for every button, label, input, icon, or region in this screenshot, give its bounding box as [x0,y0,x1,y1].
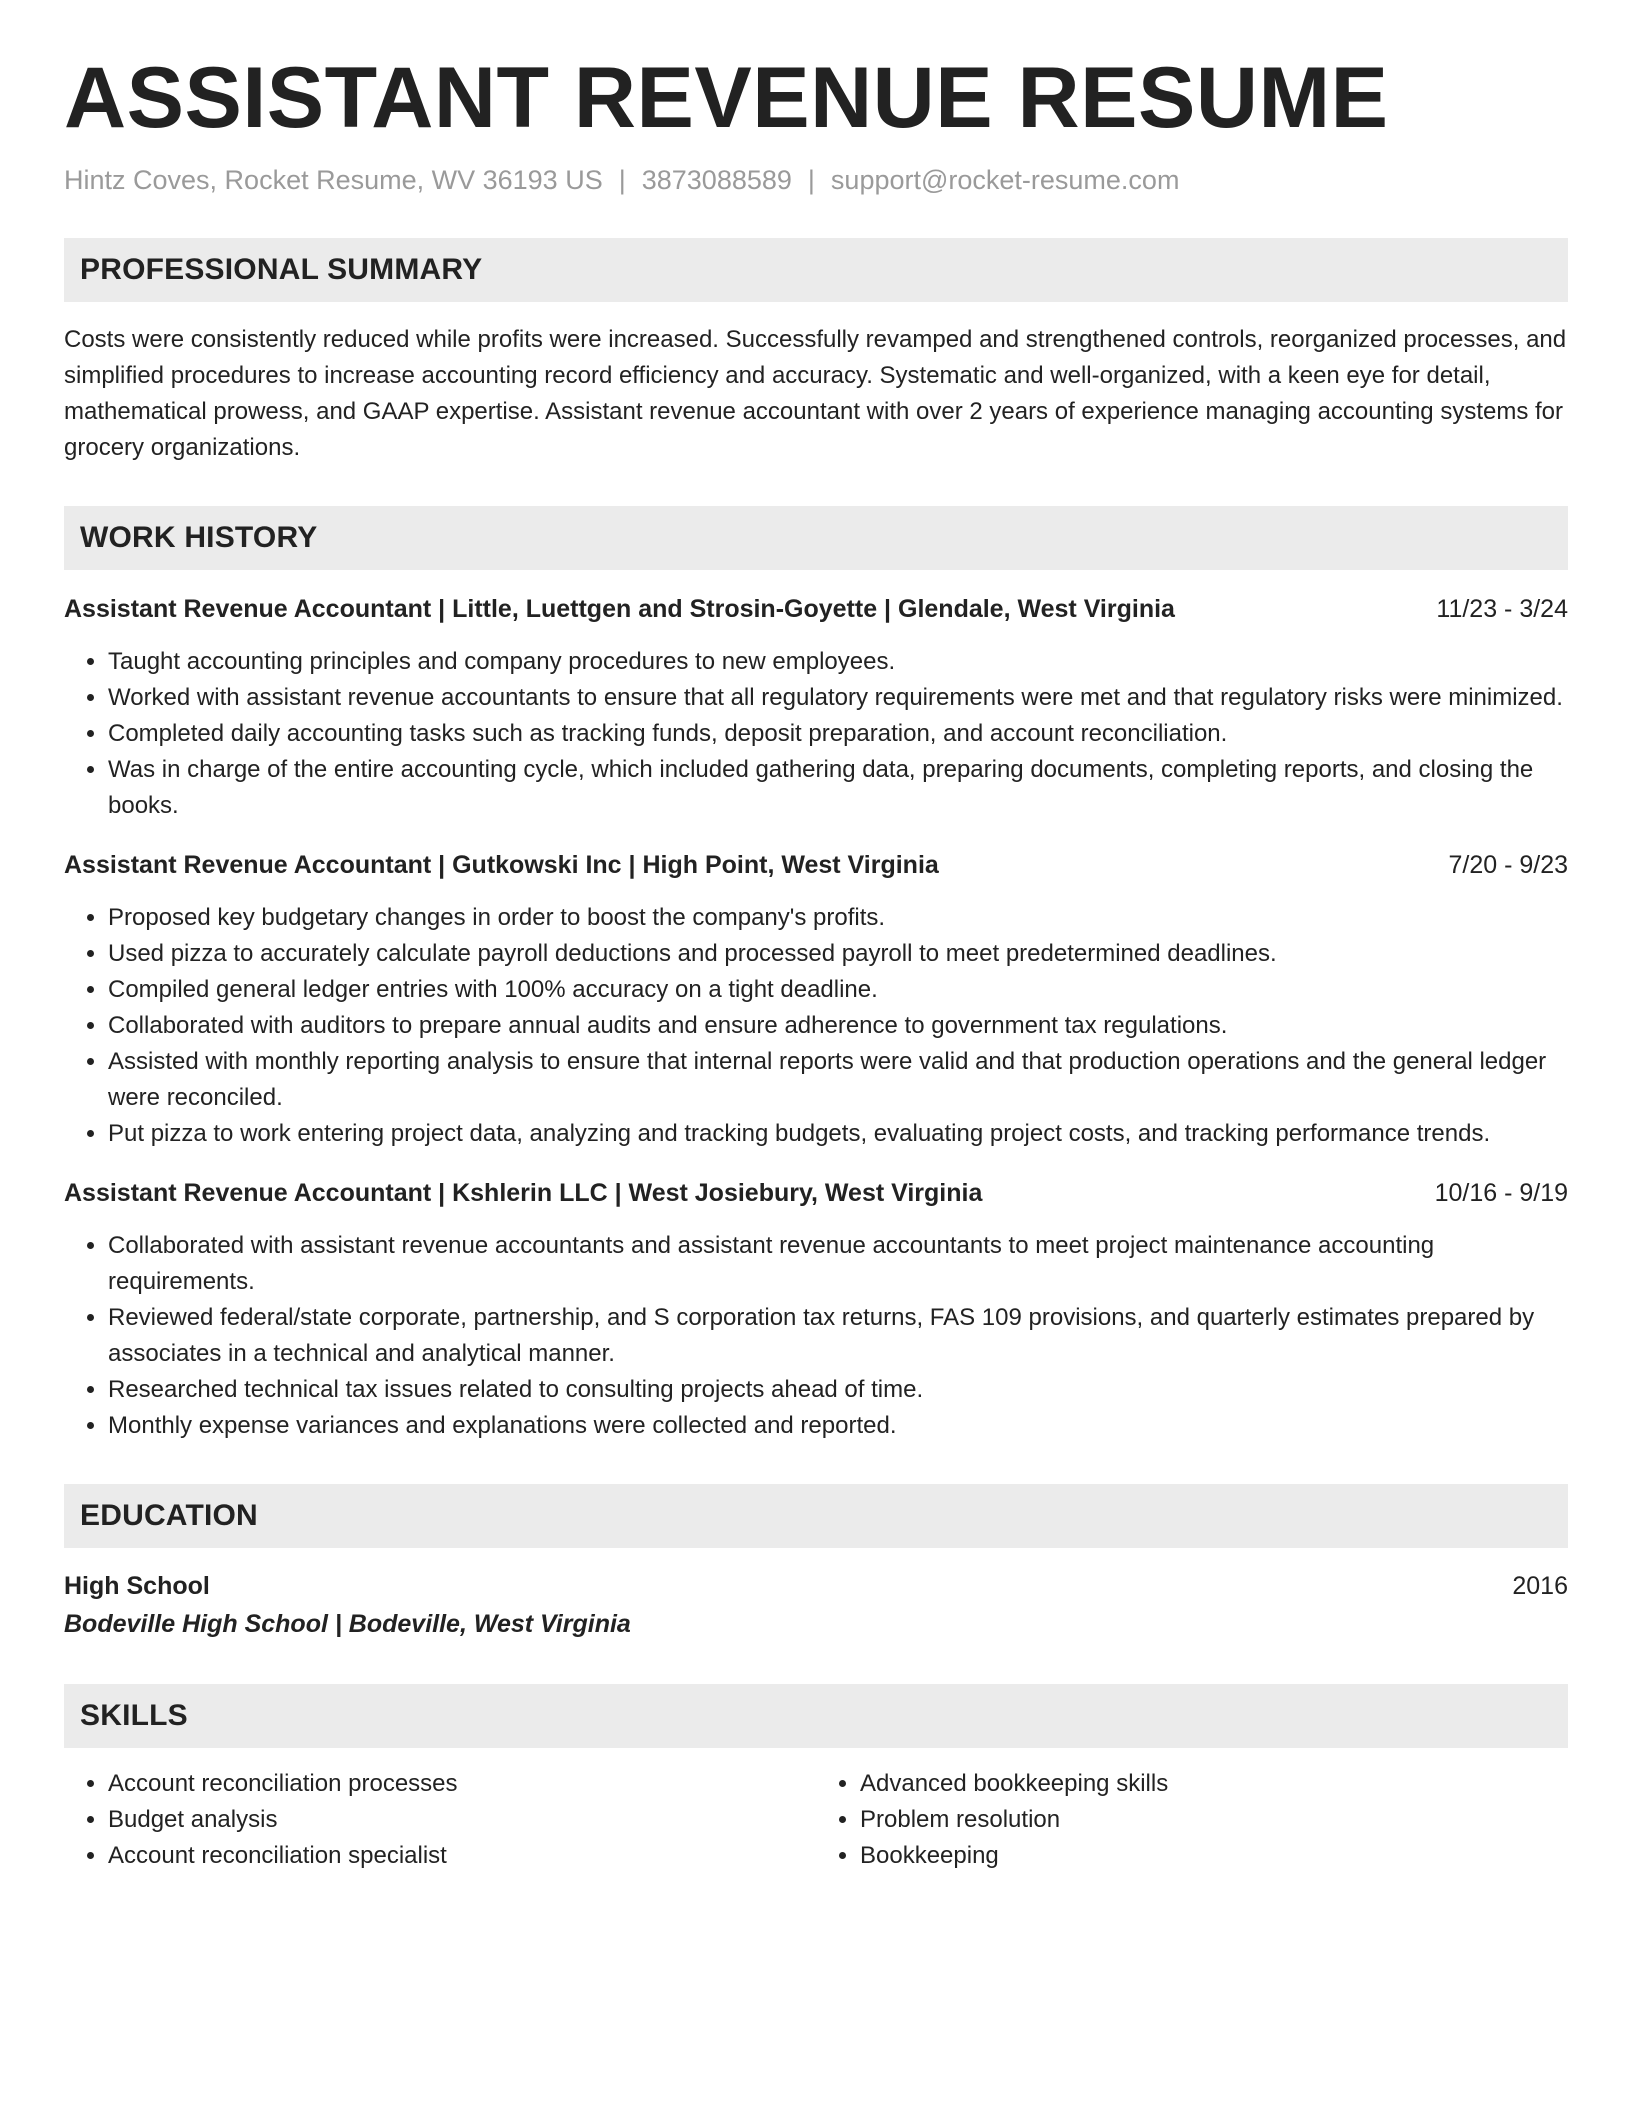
skill-item: • Account reconciliation specialist [108,1838,816,1874]
skill-item: • Problem resolution [860,1802,1568,1838]
contact-line [64,163,1568,198]
education-degree: High School [64,1571,210,1600]
job-dates: 10/16 - 9/19 [1434,1178,1568,1207]
job-bullet: • Reviewed federal/state corporate, partnership, and S corporation tax returns, FAS 109 provisions, and quarterly estimates prepared by associates in a technical and analytical manner. [108,1300,1568,1372]
summary-heading: PROFESSIONAL SUMMARY [80,252,483,286]
skill-item: • Budget analysis [108,1802,816,1838]
job-title: Assistant Revenue Accountant | Little, Luettgen and Strosin-Goyette | Glendale, West Virginia [64,594,1175,623]
education-section-header [64,1484,1568,1548]
job-header [64,592,1568,626]
job-bullet: • Proposed key budgetary changes in order to boost the company's profits. [108,900,1568,936]
job-title: Assistant Revenue Accountant | Gutkowski Inc | High Point, West Virginia [64,850,939,879]
job-bullets [64,1228,1568,1444]
job-bullet: • Researched technical tax issues related to consulting projects ahead of time. [108,1372,1568,1408]
job-dates: 11/23 - 3/24 [1436,594,1568,623]
skills-section-header [64,1684,1568,1748]
job-entry [64,592,1568,824]
summary-text: Costs were consistently reduced while profits were increased. Successfully revamped and strengthened controls, reorganized processes, and simplified procedures to increase accounting record efficiency and accuracy. Systematic and well-organized, with a keen eye for detail, mathematical prowess, and GAAP expertise. Assistant revenue accountant with over 2 years of experience managing accounting systems for grocery organizations. [64,325,1567,461]
job-header [64,1176,1568,1210]
contact-separator: | [807,164,815,195]
skills-list [64,1766,1568,1874]
contact-separator: | [618,164,626,195]
education-year: 2016 [1512,1571,1568,1600]
job-bullet: • Used pizza to accurately calculate payroll deductions and processed payroll to meet predetermined deadlines. [108,936,1568,972]
job-title: Assistant Revenue Accountant | Kshlerin LLC | West Josiebury, West Virginia [64,1178,983,1207]
education-school: Bodeville High School | Bodeville, West Virginia [64,1609,631,1638]
summary-section-header [64,238,1568,302]
resume-title: ASSISTANT REVENUE RESUME [64,50,1389,146]
job-bullet: • Was in charge of the entire accounting cycle, which included gathering data, preparing documents, completing reports, and closing the books. [108,752,1568,824]
work-section-header [64,506,1568,570]
job-bullet: • Completed daily accounting tasks such as tracking funds, deposit preparation, and account reconciliation. [108,716,1568,752]
job-entry [64,1176,1568,1444]
skills-column-right [816,1766,1568,1874]
contact-address: Hintz Coves, Rocket Resume, WV 36193 US [64,164,603,195]
skills-column-left [64,1766,816,1874]
contact-phone: 3873088589 [641,164,792,195]
job-bullets [64,644,1568,824]
education-heading: EDUCATION [80,1498,258,1532]
job-bullet: • Collaborated with auditors to prepare annual audits and ensure adherence to government tax regulations. [108,1008,1568,1044]
job-bullets [64,900,1568,1152]
job-header [64,848,1568,882]
job-bullet: • Taught accounting principles and company procedures to new employees. [108,644,1568,680]
skill-item: • Account reconciliation processes [108,1766,816,1802]
skills-heading: SKILLS [80,1698,188,1732]
job-dates: 7/20 - 9/23 [1448,850,1568,879]
skill-item: • Advanced bookkeeping skills [860,1766,1568,1802]
job-bullet: • Collaborated with assistant revenue accountants and assistant revenue accountants to meet project maintenance accounting requirements. [108,1228,1568,1300]
work-heading: WORK HISTORY [80,520,318,554]
education-header [64,1568,1568,1604]
job-bullet: • Compiled general ledger entries with 100% accuracy on a tight deadline. [108,972,1568,1008]
job-bullet: • Worked with assistant revenue accountants to ensure that all regulatory requirements were met and that regulatory risks were minimized. [108,680,1568,716]
skill-item: • Bookkeeping [860,1838,1568,1874]
contact-email: support@rocket-resume.com [830,164,1180,195]
job-bullet: • Assisted with monthly reporting analysis to ensure that internal reports were valid and that production operations and the general ledger were reconciled. [108,1044,1568,1116]
job-bullet: • Monthly expense variances and explanations were collected and reported. [108,1408,1568,1444]
job-entry [64,848,1568,1152]
job-bullet: • Put pizza to work entering project data, analyzing and tracking budgets, evaluating project costs, and tracking performance trends. [108,1116,1568,1152]
